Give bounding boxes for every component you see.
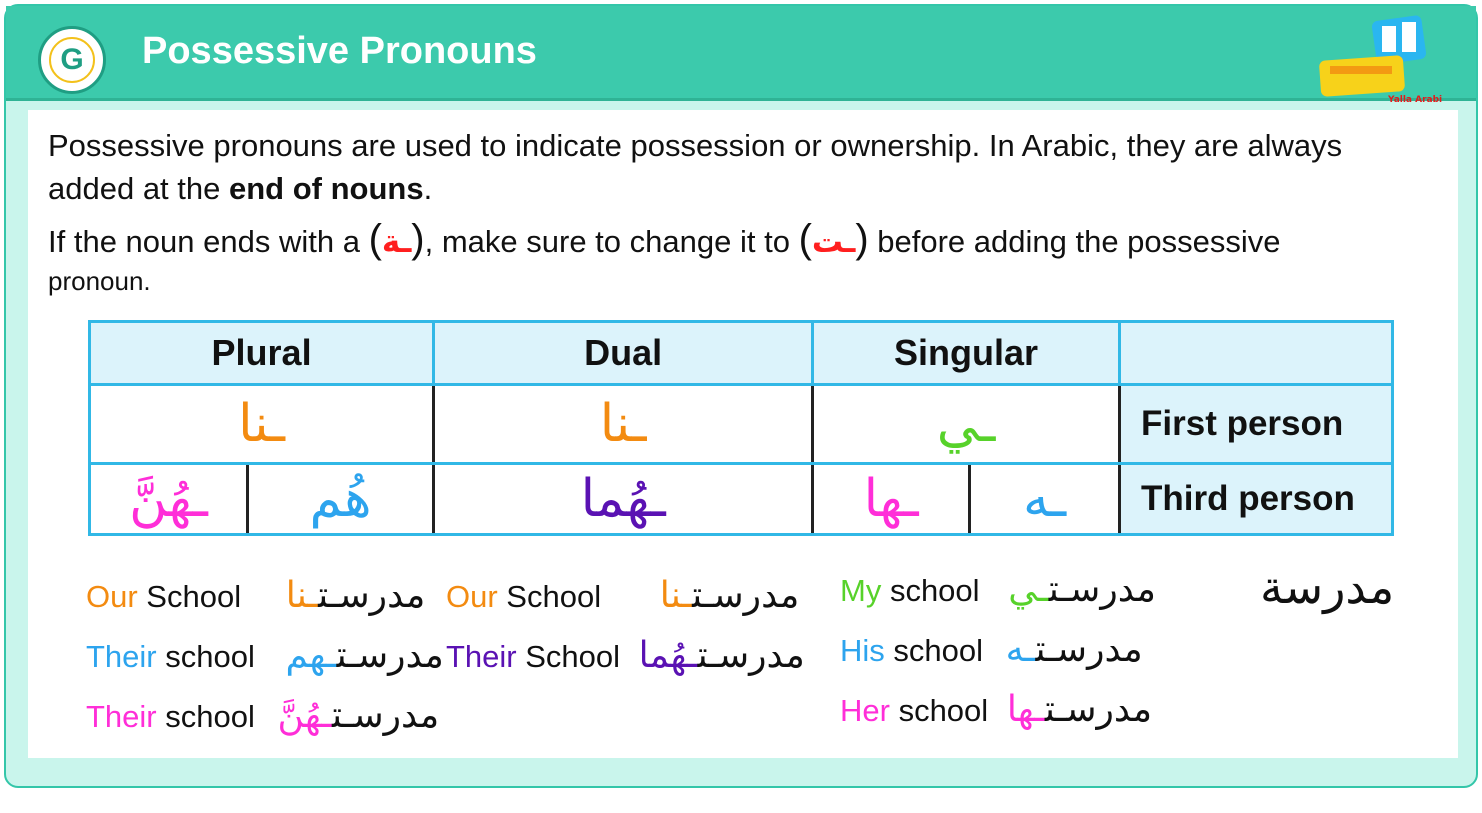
logo-letter: G (49, 37, 95, 83)
rule-text-a: If the noun ends with a (48, 224, 369, 259)
label-third-person: Third person (1120, 464, 1393, 535)
cell-third-plural-m: هُم (248, 464, 434, 535)
intro-end: . (423, 171, 433, 206)
intro-text: Possessive pronouns are used to indicate possession or ownership. In Arabic, they are always added at the (48, 128, 1343, 206)
cell-third-dual: ـهُما (434, 464, 813, 535)
pronoun-table (88, 320, 1394, 536)
header-singular: Singular (813, 322, 1120, 385)
cell-third-singular-m: ـه (970, 464, 1120, 535)
rule-text-b: , make sure to change it to (424, 224, 799, 259)
brand-text: Yalla Arabi (1388, 95, 1443, 105)
example-dual-their: Their School مدرسـتـهُما (446, 635, 805, 676)
logo-icon (38, 26, 106, 94)
example-singular-her: Her school مدرسـتـها (840, 689, 1153, 730)
taa: ـت (811, 224, 856, 260)
intro-bold: end of nouns (229, 171, 424, 206)
example-singular-his: His school مدرسـتـه (840, 629, 1143, 670)
cell-first-plural: ـنا (90, 385, 434, 464)
rule-paragraph: If the noun ends with a (ـة), make sure to change it to (ـت) before adding the possessive pronoun. (48, 217, 1281, 296)
rule-text-c: before adding the possessive (868, 224, 1281, 259)
cell-first-singular: ـي (813, 385, 1120, 464)
example-singular-my: My school مدرسـتـي (840, 569, 1156, 610)
content-panel (28, 110, 1458, 758)
cell-first-dual: ـنا (434, 385, 813, 464)
example-plural-their-f: Their school مدرسـتـهُنَّ (86, 695, 440, 736)
label-first-person: First person (1120, 385, 1393, 464)
base-noun: مدرسة (1260, 560, 1395, 614)
taa-marbuta: ـة (381, 224, 412, 260)
intro-paragraph (48, 124, 1408, 210)
example-dual-our: Our School مدرسـتـنا (446, 575, 800, 616)
cell-third-plural-f: ـهُنَّ (90, 464, 248, 535)
example-plural-our: Our School مدرسـتـنا (86, 575, 426, 616)
example-plural-their-m: Their school مدرسـتـهم (86, 635, 444, 676)
lesson-card (4, 4, 1478, 788)
header-empty (1120, 322, 1393, 385)
header-bar (6, 6, 1476, 101)
header-dual: Dual (434, 322, 813, 385)
cell-third-singular-f: ـها (813, 464, 970, 535)
header-plural: Plural (90, 322, 434, 385)
page-title: Possessive Pronouns (142, 30, 537, 72)
rule-text-d: pronoun. (48, 266, 151, 296)
brand-logo (1316, 12, 1443, 105)
